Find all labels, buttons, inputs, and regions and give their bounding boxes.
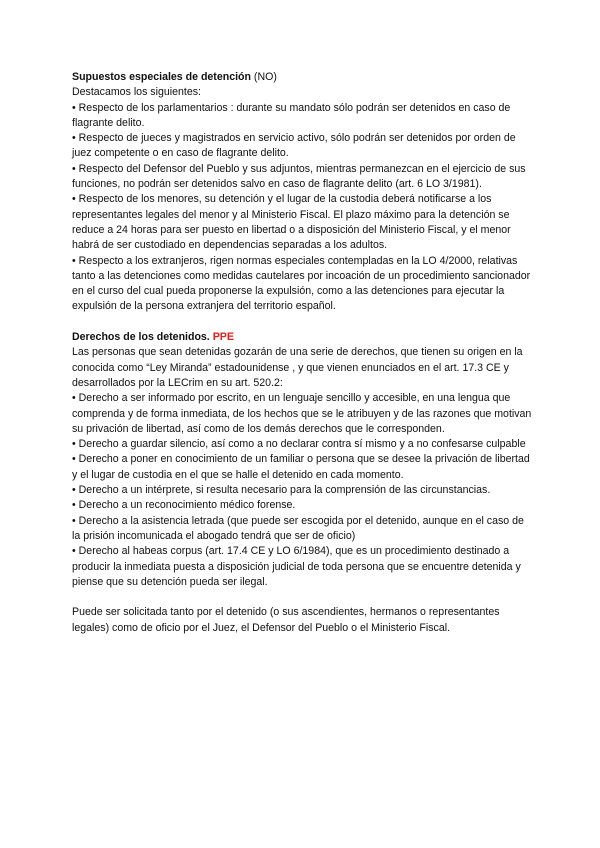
section-intro: Destacamos los siguientes: (72, 86, 201, 99)
section-detainee-rights (72, 330, 534, 590)
bullet-item: • Respecto de los menores, su detención y el lugar de la custodia deberá notificarse a los representantes legales del menor y al Ministerio Fiscal. El plazo máximo para la detención se reduce a 24 horas para ser puesto en libertad o a disposición del Ministerio Fiscal, y el menor habrá de ser custodiado en dependencias separadas a los adultos. (72, 193, 511, 252)
bullet-item: • Derecho a la asistencia letrada (que puede ser escogida por el detenido, aunque en el caso de la prisión incomunicada el abogado tendrá que ser de oficio) (72, 514, 524, 542)
spacer (72, 315, 534, 330)
bullet-item: • Derecho al habeas corpus (art. 17.4 CE y LO 6/1984), que es un procedimiento destinado a producir la inmediata puesta a disposición judicial de toda persona que se encuentre detenida y piense que su detención pueda ser ilegal. (72, 545, 521, 588)
bullet-item: • Derecho a un intérprete, si resulta necesario para la comprensión de las circunstancias. (72, 484, 491, 497)
document-page (72, 70, 534, 636)
closing-paragraph: Puede ser solicitada tanto por el detenido (o sus ascendientes, hermanos o representantes legales) como de oficio por el Juez, el Defensor del Pueblo o el Ministerio Fiscal. (72, 606, 500, 634)
bullet-item: • Respecto de los parlamentarios : durante su mandato sólo podrán ser detenidos en caso de flagrante delito. (72, 101, 511, 129)
section-title-note: (NO) (250, 71, 277, 83)
section-special-detention (72, 70, 534, 315)
spacer (72, 590, 534, 605)
bullet-item: • Respecto del Defensor del Pueblo y sus adjuntos, mientras permanezcan en el ejercicio de sus funciones, no podrán ser detenidos salvo en caso de flagrante delito (art. 6 LO 3/1981). (72, 162, 526, 191)
bullet-item: • Respecto a los extranjeros, rigen normas especiales contempladas en la LO 4/2000, relativas tanto a las detenciones como medidas cautelares por incoación de un procedimiento sancionador en el curso del cual pueda proponerse la expulsión, como a las detenciones para ejecutar la expulsión de la persona extranjera del territorio español. (72, 254, 531, 313)
section-title: Supuestos especiales de detención (72, 71, 251, 83)
bullet-item: • Respecto de jueces y magistrados en servicio activo, sólo podrán ser detenidos por orden de juez competente o en caso de flagrante delito. (72, 132, 516, 160)
section-heading (72, 70, 534, 85)
section-heading (72, 330, 534, 345)
bullet-item: • Derecho a ser informado por escrito, en un lenguaje sencillo y accesible, en una lengua que comprenda y de forma inmediata, de los hechos que se le atribuyen y de las razones que motivan su privación de libertad, así como de los demás derechos que le corresponden. (72, 392, 532, 435)
bullet-item: • Derecho a poner en conocimiento de un familiar o persona que se desee la privación de libertad y el lugar de custodia en el que se halle el detenido en cada momento. (72, 453, 530, 481)
bullet-item: • Derecho a guardar silencio, así como a no declarar contra sí mismo y a no confesarse culpable (72, 438, 526, 451)
bullet-item: • Derecho a un reconocimiento médico forense. (72, 499, 296, 512)
section-title: Derechos de los detenidos. (72, 331, 210, 344)
section-intro: Las personas que sean detenidas gozarán de una serie de derechos, que tienen su origen en la conocida como “Ley Miranda” estadounidense , y que vienen enunciados en el art. 17.3 CE y desarrollados por la LECrim en su art. 520.2: (72, 346, 523, 389)
section-tag: PPE (209, 331, 234, 344)
